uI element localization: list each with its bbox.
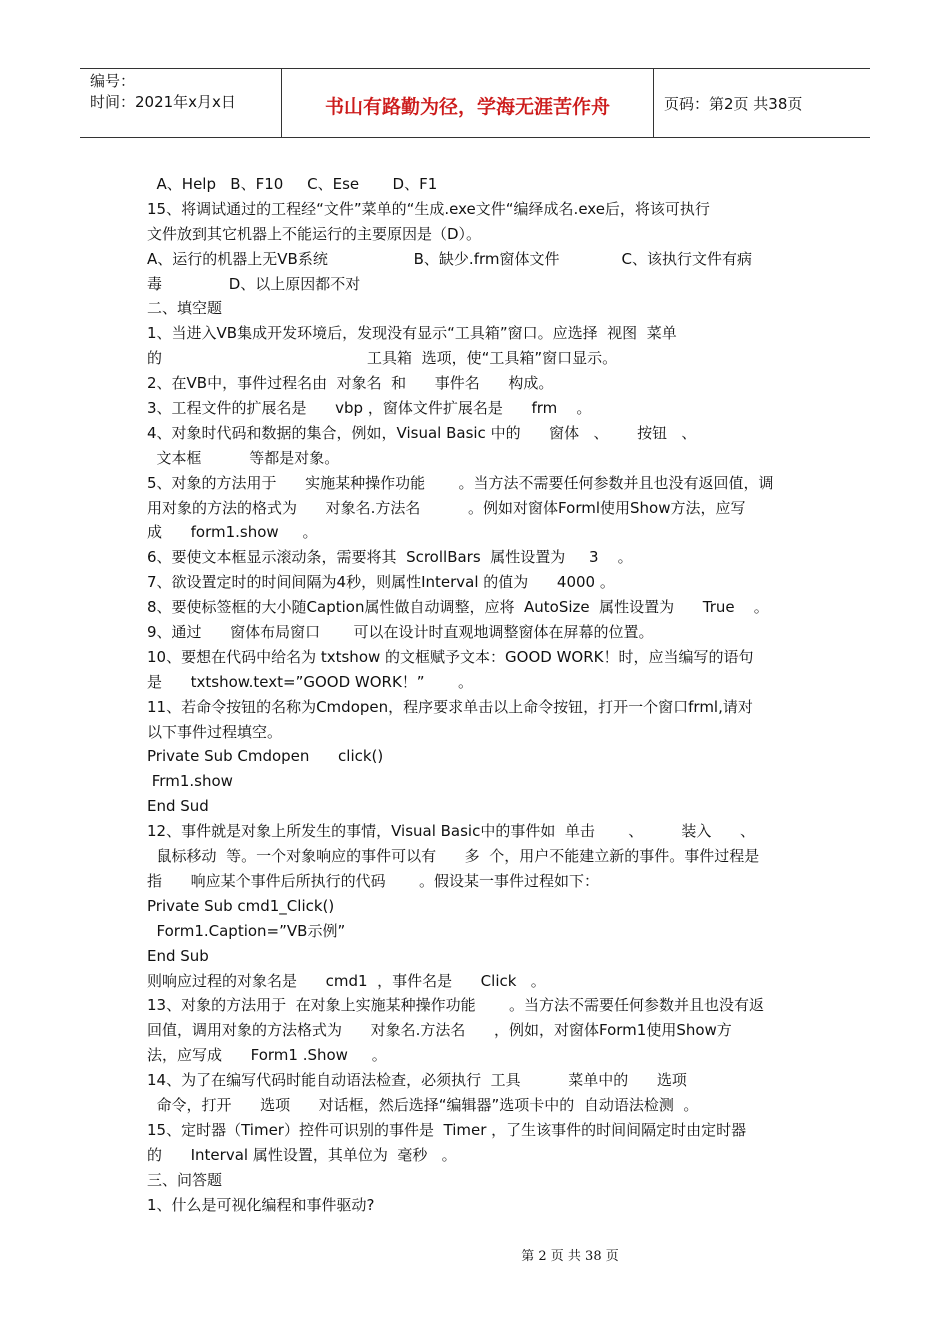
text-line: 8、要使标签框的大小随Caption属性做自动调整，应将 AutoSize 属性设置为 True 。 <box>147 598 769 617</box>
text-line: 指 响应某个事件后所执行的代码 。假设某一事件过程如下： <box>147 871 599 890</box>
text-line: 10、要想在代码中给名为 txtshow 的文框赋予文本：GOOD WORK！时，应当编写的语句 <box>147 647 754 666</box>
section-heading: 三、问答题 <box>147 1170 223 1189</box>
number-label: 编号： <box>90 72 136 90</box>
header-meta <box>80 69 282 137</box>
text-line: 15、定时器（Timer）控件可识别的事件是 Timer ，了生该事件的时间间隔定时由定时器 <box>147 1120 747 1139</box>
text-line: 5、对象的方法用于 实施某种操作功能 。当方法不需要任何参数并且也没有返回值，调 <box>147 473 774 492</box>
code-line: End Sud <box>147 797 209 816</box>
text-line: 是 txtshow.text=”GOOD WORK！” 。 <box>147 672 473 691</box>
text-line: 鼠标移动 等。一个对象响应的事件可以有 多 个，用户不能建立新的事件。事件过程是 <box>147 847 760 866</box>
text-line: 以下事件过程填空。 <box>147 722 283 741</box>
document-body <box>147 172 807 1217</box>
text-line: 则响应过程的对象名是 cmd1 ，事件名是 Click 。 <box>147 971 546 990</box>
text-line: 14、为了在编写代码时能自动语法检查，必须执行 工具 菜单中的 选项 <box>147 1071 687 1090</box>
text-line: A、运行的机器上无VB系统 B、缺少.frm窗体文件 C、该执行文件有病 <box>147 249 752 268</box>
text-line: 文本框 等都是对象。 <box>147 448 340 467</box>
text-line: 13、对象的方法用于 在对象上实施某种操作功能 。当方法不需要任何参数并且也没有返 <box>147 996 765 1015</box>
text-line: 4、对象时代码和数据的集合，例如，Visual Basic 中的 窗体 、 按钮 、 <box>147 423 697 442</box>
header-motto: 书山有路勤为径，学海无涯苦作舟 <box>282 69 654 137</box>
header-page-info: 页码：第2页 共38页 <box>664 94 803 113</box>
page-header <box>80 68 870 138</box>
text-line: 1、什么是可视化编程和事件驱动? <box>147 1195 375 1214</box>
text-line: 3、工程文件的扩展名是 vbp ，窗体文件扩展名是 frm 。 <box>147 399 592 418</box>
page-footer <box>0 1245 950 1264</box>
time-label: 时间：2021年x月x日 <box>90 93 236 111</box>
footer-page-number: 第 2 页 共 38 页 <box>521 1249 619 1264</box>
text-line: 命令，打开 选项 对话框，然后选择“编辑器”选项卡中的 自动语法检测 。 <box>147 1095 699 1114</box>
code-line: Form1.Caption=”VB示例” <box>147 921 346 940</box>
text-line: 2、在VB中，事件过程名由 对象名 和 事件名 构成。 <box>147 374 554 393</box>
text-line: 12、事件就是对象上所发生的事情，Visual Basic中的事件如 单击 、 装入 、 <box>147 822 756 841</box>
text-line: 毒 D、以上原因都不对 <box>147 274 361 293</box>
section-heading: 二、填空题 <box>147 299 223 318</box>
text-line: 回值，调用对象的方法格式为 对象名.方法名 ，例如，对窗体Form1使用Show方 <box>147 1021 732 1040</box>
text-line: 6、要使文本框显示滚动条，需要将其 ScrollBars 属性设置为 3 。 <box>147 548 633 567</box>
text-line: 文件放到其它机器上不能运行的主要原因是（D）。 <box>147 224 482 243</box>
text-line: 用对象的方法的格式为 对象名.方法名 。例如对窗体Forml使用Show方法，应写 <box>147 498 746 517</box>
text-line: 法，应写成 Form1 .Show 。 <box>147 1046 387 1065</box>
text-line: 11、若命令按钮的名称为Cmdopen，程序要求单击以上命令按钮，打开一个窗口frml,请对 <box>147 697 753 716</box>
code-line: End Sub <box>147 946 209 965</box>
text-line: 成 form1.show 。 <box>147 523 318 542</box>
code-line: Private Sub cmd1_Click() <box>147 896 335 915</box>
text-line: A、Help B、F10 C、Ese D、F1 <box>147 175 438 193</box>
code-line: Frm1.show <box>147 772 233 791</box>
text-line: 7、欲设置定时的时间间隔为4秒，则属性Interval 的值为 4000 。 <box>147 573 615 592</box>
code-line: Private Sub Cmdopen click() <box>147 747 384 766</box>
text-line: 1、当进入VB集成开发环境后，发现没有显示“工具箱”窗口。应选择 视图 菜单 <box>147 324 677 343</box>
text-line: 的 Interval 属性设置，其单位为 毫秒 。 <box>147 1145 457 1164</box>
text-line: 的 工具箱 选项，使“工具箱”窗口显示。 <box>147 349 618 368</box>
text-line: 15、将调试通过的工程经“文件”菜单的“生成.exe文件“编绎成名.exe后，将该可执行 <box>147 199 710 218</box>
text-line: 9、通过 窗体布局窗口 可以在设计时直观地调整窗体在屏幕的位置。 <box>147 623 654 642</box>
